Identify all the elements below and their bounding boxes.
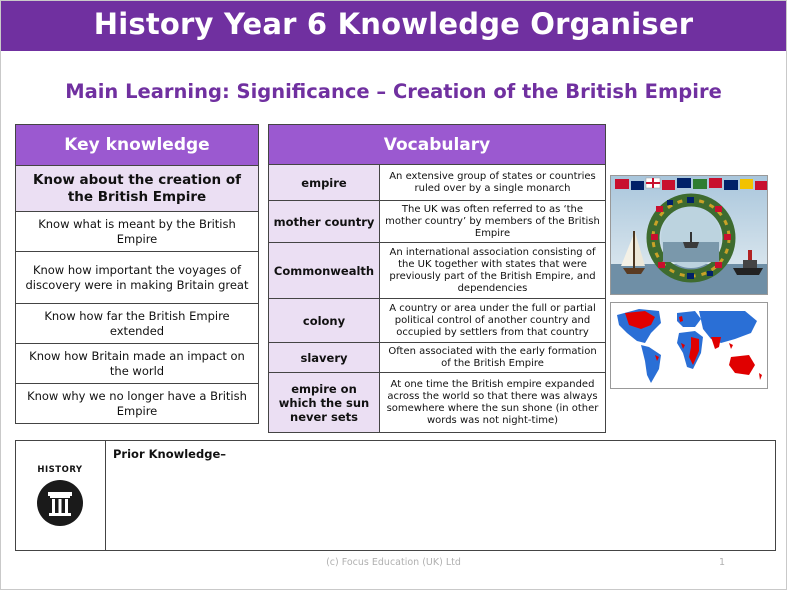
vocab-term: slavery	[269, 343, 380, 373]
title-banner	[1, 1, 786, 51]
vocab-definition: A country or area under the full or partial political control of another country and occupied by settlers from that country	[380, 299, 606, 343]
vocab-definition: An international association consisting of the UK together with states that were previously part of the British Empire, and dependencies	[380, 243, 606, 299]
vocab-term: Commonwealth	[269, 243, 380, 299]
key-knowledge-item: Know how far the British Empire extended	[16, 304, 259, 344]
vocab-definition: An extensive group of states or countries ruled over by a single monarch	[380, 165, 606, 201]
british-empire-world-map-image	[610, 302, 768, 389]
key-knowledge-heading: Key knowledge	[16, 125, 259, 166]
history-icon-cell	[16, 441, 106, 550]
vocab-definition: At one time the British empire expanded across the world so that there was always somewhere where the sun shone (in other words was not night-time)	[380, 373, 606, 433]
vocab-definition: Often associated with the early formation of the British Empire	[380, 343, 606, 373]
vocab-term: colony	[269, 299, 380, 343]
vocabulary-table	[268, 124, 606, 433]
main-learning-subtitle: Main Learning: Significance – Creation of the British Empire	[65, 80, 722, 103]
vocab-definition: The UK was often referred to as ‘the mother country’ by members of the British Empire	[380, 201, 606, 243]
key-knowledge-item: Know how important the voyages of discovery were in making Britain great	[16, 252, 259, 304]
history-icon-label: HISTORY	[37, 465, 83, 475]
key-knowledge-item: Know how Britain made an impact on the world	[16, 344, 259, 384]
prior-knowledge-box	[15, 440, 776, 551]
key-knowledge-item: Know what is meant by the British Empire	[16, 212, 259, 252]
key-knowledge-item: Know why we no longer have a British Empire	[16, 384, 259, 424]
vocabulary-heading: Vocabulary	[269, 125, 606, 165]
key-knowledge-item: Know about the creation of the British Empire	[16, 166, 259, 212]
prior-knowledge-label: Prior Knowledge–	[113, 447, 226, 461]
page-number: 1	[719, 557, 726, 568]
vocab-term: mother country	[269, 201, 380, 243]
vocab-term: empire	[269, 165, 380, 201]
vocab-term: empire on which the sun never sets	[269, 373, 380, 433]
key-knowledge-table	[15, 124, 259, 424]
empire-flags-poster-image	[610, 175, 768, 295]
page-title: History Year 6 Knowledge Organiser	[93, 7, 694, 41]
copyright-footer: (c) Focus Education (UK) Ltd	[326, 557, 461, 568]
history-column-icon	[36, 479, 84, 527]
